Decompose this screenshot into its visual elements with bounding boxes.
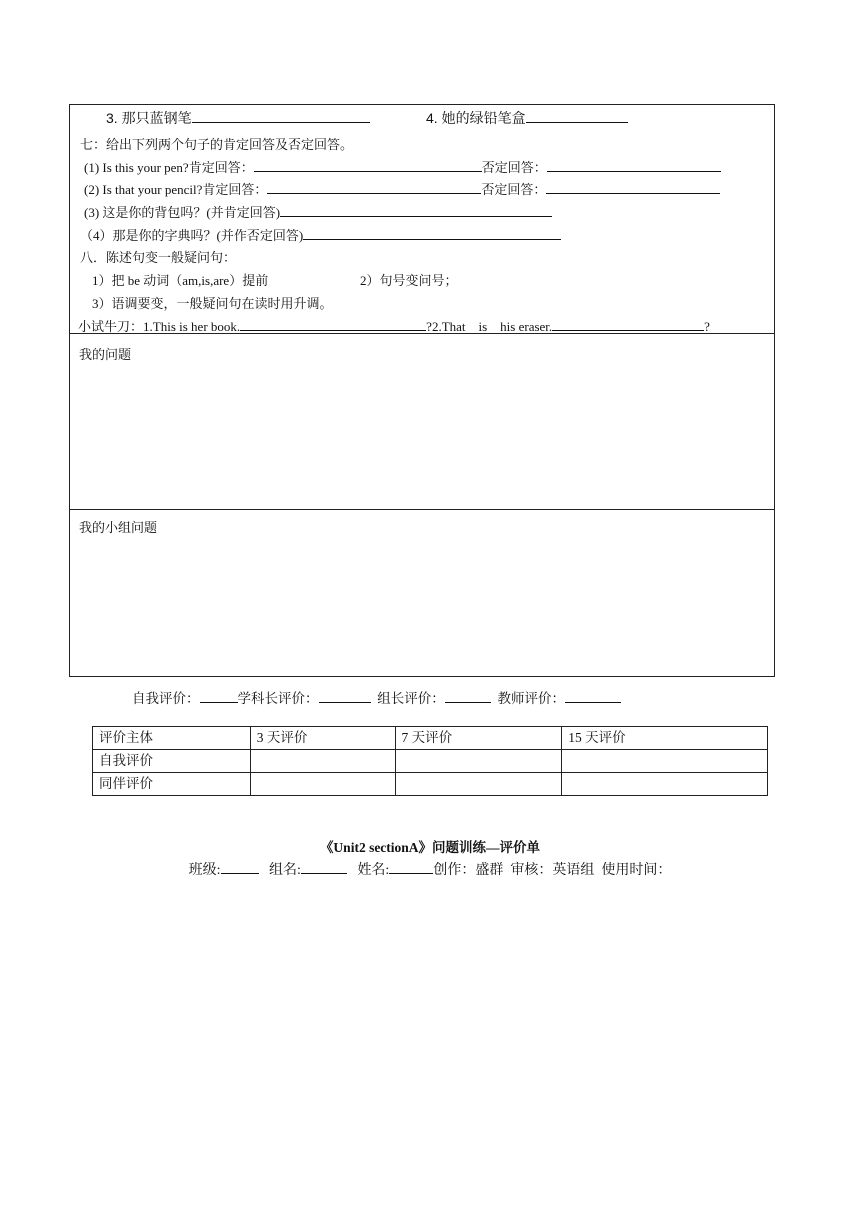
rule-3: 3）语调要变，一般疑问句在读时用升调。 [92,296,333,311]
negative-answer-blank[interactable] [546,181,720,194]
question-4: （4）那是你的字典吗？(并作否定回答) [80,227,561,244]
answer-blank[interactable] [280,204,552,217]
item-4: 4. 她的绿铅笔盒 [426,110,628,126]
divider [70,509,774,510]
table-cell[interactable] [562,750,768,773]
positive-answer-blank[interactable] [254,159,482,172]
document-meta: 班级: 组名: 姓名: 创作：盛群 审核：英语组 使用时间： [188,863,672,878]
positive-answer-blank[interactable] [267,181,481,194]
table-row-label: 同伴评价 [93,773,251,796]
answer-blank[interactable] [526,110,628,123]
answer-blank[interactable] [192,110,370,123]
rule-1: 1）把 be 动词（am,is,are）提前 [92,273,269,288]
table-row-label: 自我评价 [93,750,251,773]
table-header-cell: 15 天评价 [562,727,768,750]
table-header-cell: 3 天评价 [250,727,395,750]
section-7-heading: 七：给出下列两个句子的肯定回答及否定回答。 [80,137,354,152]
rating-line: 自我评价： 学科长评价： 组长评价： 教师评价： [132,690,621,707]
table-cell[interactable] [395,773,562,796]
table-header-row [93,727,768,750]
table-cell[interactable] [250,773,395,796]
group-question-label: 我的小组问题 [79,520,158,535]
question-1: (1) Is this your pen?肯定回答： 否定回答： [84,159,721,176]
table-cell[interactable] [562,773,768,796]
table-cell[interactable] [395,750,562,773]
group-blank[interactable] [301,861,347,874]
table-row [93,750,768,773]
group-leader-rating-blank[interactable] [445,690,491,703]
table-header-cell: 7 天评价 [395,727,562,750]
document-title: 《Unit2 sectionA》问题训练—评价单 [319,840,541,855]
my-question-label: 我的问题 [79,347,132,362]
table-cell[interactable] [250,750,395,773]
rule-2: 2）句号变问号； [360,273,458,288]
negative-answer-blank[interactable] [547,159,721,172]
question-3: (3) 这是你的背包吗？(并肯定回答) [84,204,552,221]
class-blank[interactable] [221,861,259,874]
name-blank[interactable] [389,861,433,874]
section-8-heading: 八．陈述句变一般疑问句： [80,250,237,265]
subject-leader-rating-blank[interactable] [319,690,371,703]
answer-blank[interactable] [240,318,426,331]
answer-blank[interactable] [303,227,561,240]
question-2: (2) Is that your pencil?肯定回答： 否定回答： [84,181,720,198]
table-header-cell: 评价主体 [93,727,251,750]
item-3: 3. 那只蓝钢笔 [106,110,370,126]
practice-row: 小试牛刀：1.This is her book. ?2.That is his eraser. ? [78,319,710,334]
evaluation-table [92,726,768,796]
self-rating-blank[interactable] [200,690,238,703]
table-row [93,773,768,796]
answer-blank[interactable] [552,318,704,331]
teacher-rating-blank[interactable] [565,690,621,703]
